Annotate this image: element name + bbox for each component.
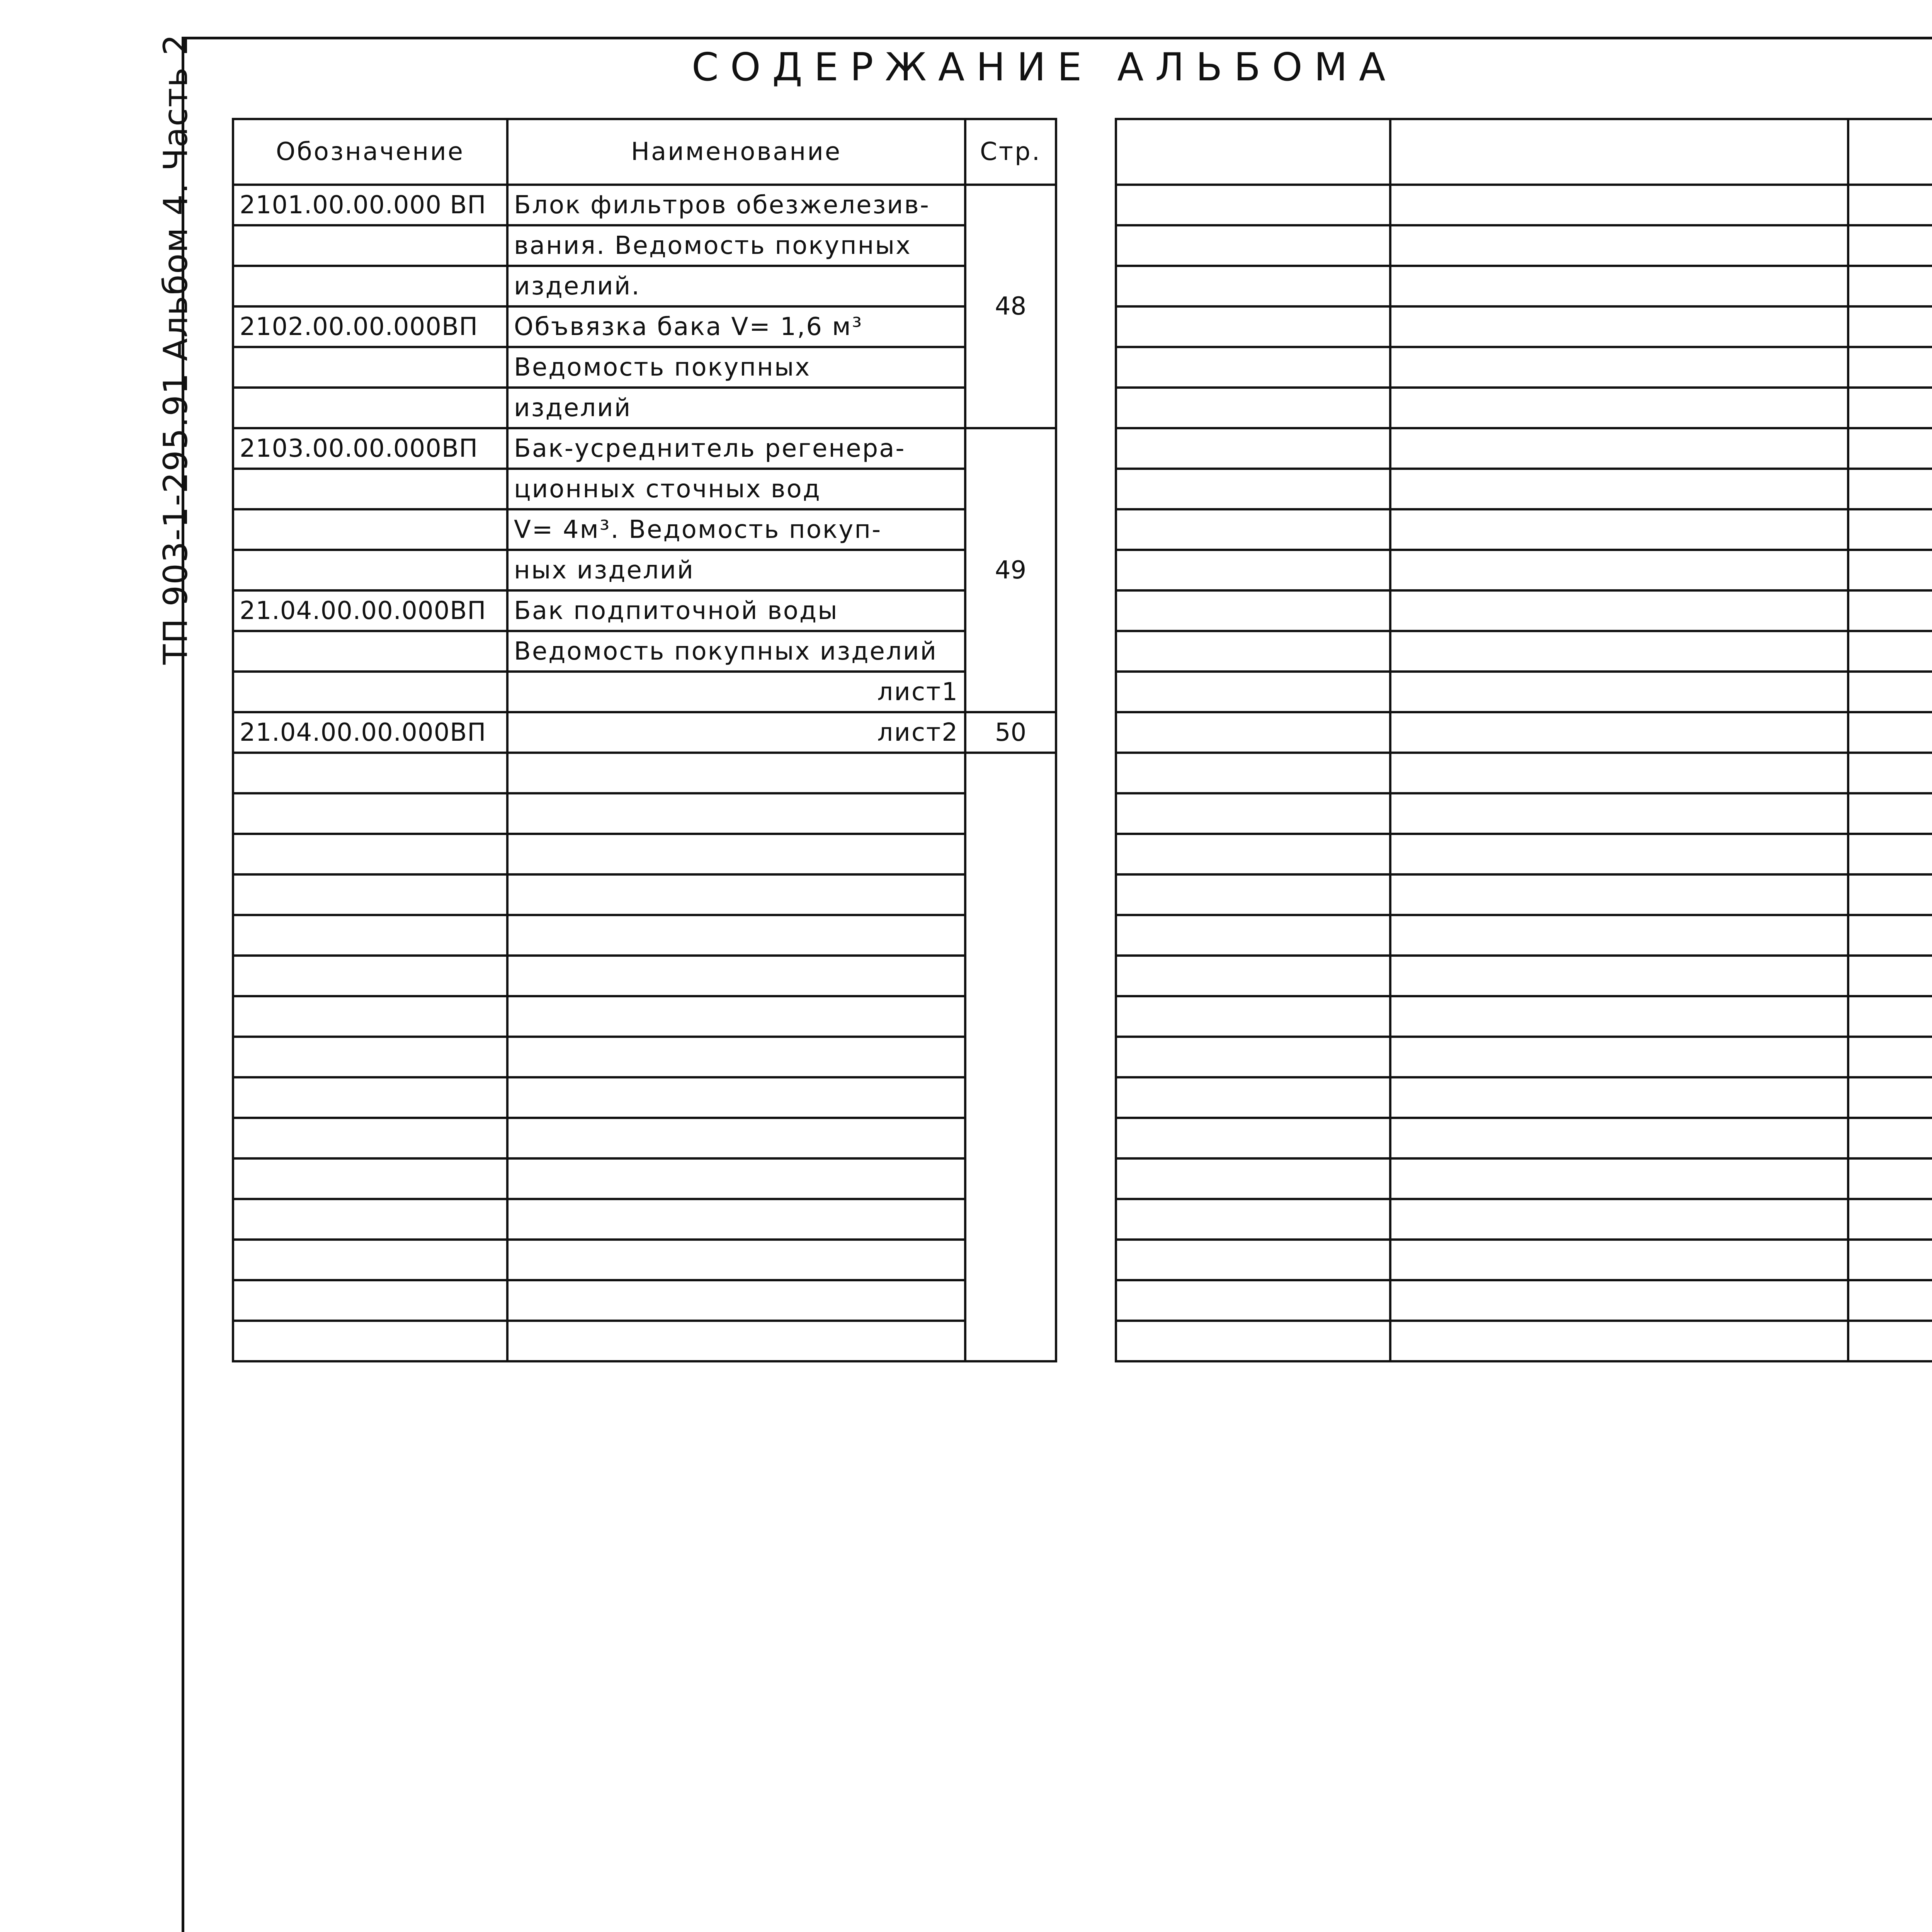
empty-cell — [1848, 550, 1932, 590]
empty-row — [1116, 347, 1932, 388]
row-name: ционных сточных вод — [507, 469, 965, 509]
contents-table — [232, 118, 1057, 1362]
empty-cell — [1848, 388, 1932, 428]
empty-cell — [507, 1280, 965, 1321]
row-name: Ведомость покупных изделий — [507, 631, 965, 672]
row-name: лист2 — [507, 712, 965, 753]
empty-cell — [1116, 306, 1390, 347]
empty-cell — [233, 1321, 507, 1361]
empty-row — [1116, 712, 1932, 753]
empty-cell — [1848, 956, 1932, 996]
empty-cell — [1848, 1240, 1932, 1280]
empty-cell — [1848, 469, 1932, 509]
empty-cell — [1390, 631, 1848, 672]
row-code — [233, 550, 507, 590]
empty-cell — [1390, 1199, 1848, 1240]
empty-row — [1116, 185, 1932, 225]
empty-row — [233, 1118, 1056, 1158]
empty-row — [233, 956, 1056, 996]
row-code — [233, 509, 507, 550]
empty-cell — [507, 915, 965, 956]
empty-row — [1116, 509, 1932, 550]
empty-row — [1116, 1077, 1932, 1118]
table-row — [233, 631, 1056, 672]
empty-cell — [965, 753, 1056, 1361]
empty-cell — [1116, 185, 1390, 225]
empty-cell — [1848, 1077, 1932, 1118]
empty-cell — [233, 1037, 507, 1077]
empty-cell — [1848, 1199, 1932, 1240]
row-name: Блок фильтров обезжелезив- — [507, 185, 965, 225]
empty-cell — [507, 1240, 965, 1280]
empty-cell — [1116, 428, 1390, 469]
contents-table-continued — [1115, 118, 1932, 1362]
table-row — [233, 306, 1056, 347]
empty-cell — [1390, 1158, 1848, 1199]
empty-cell — [1848, 306, 1932, 347]
empty-cell — [1390, 996, 1848, 1037]
row-code — [233, 631, 507, 672]
empty-cell — [1116, 1280, 1390, 1321]
empty-row — [1116, 793, 1932, 834]
row-code: 21.04.00.00.000ВП — [233, 590, 507, 631]
table-header-row — [1116, 119, 1932, 185]
row-code — [233, 388, 507, 428]
empty-row — [233, 1037, 1056, 1077]
row-code — [233, 469, 507, 509]
empty-row — [233, 1158, 1056, 1199]
empty-cell — [1116, 1158, 1390, 1199]
empty-row — [1116, 1118, 1932, 1158]
empty-row — [1116, 1158, 1932, 1199]
empty-cell — [1848, 753, 1932, 793]
row-name: ных изделий — [507, 550, 965, 590]
empty-row — [1116, 306, 1932, 347]
empty-cell — [1116, 1199, 1390, 1240]
empty-cell — [233, 874, 507, 915]
empty-cell — [1390, 266, 1848, 306]
empty-cell — [1116, 834, 1390, 874]
table-header-row — [233, 119, 1056, 185]
empty-cell — [1390, 185, 1848, 225]
empty-cell — [1390, 388, 1848, 428]
row-page: 50 — [965, 712, 1056, 753]
empty-row — [233, 1077, 1056, 1118]
row-page: 49 — [965, 428, 1056, 712]
empty-cell — [507, 753, 965, 793]
header-empty — [1116, 119, 1390, 185]
empty-cell — [1390, 1240, 1848, 1280]
row-name: изделий. — [507, 266, 965, 306]
empty-cell — [1390, 1037, 1848, 1077]
empty-cell — [1390, 712, 1848, 753]
empty-cell — [1848, 996, 1932, 1037]
empty-cell — [1116, 1118, 1390, 1158]
empty-cell — [1848, 1037, 1932, 1077]
empty-cell — [1116, 266, 1390, 306]
empty-row — [1116, 590, 1932, 631]
empty-cell — [233, 996, 507, 1037]
empty-cell — [1116, 1037, 1390, 1077]
table-row — [233, 388, 1056, 428]
row-code: 2101.00.00.000 ВП — [233, 185, 507, 225]
empty-cell — [1848, 266, 1932, 306]
empty-cell — [1116, 915, 1390, 956]
empty-cell — [507, 874, 965, 915]
empty-cell — [1116, 469, 1390, 509]
empty-cell — [507, 793, 965, 834]
empty-row — [1116, 1321, 1932, 1361]
empty-cell — [1116, 956, 1390, 996]
empty-cell — [1848, 185, 1932, 225]
empty-cell — [1390, 956, 1848, 996]
empty-cell — [1848, 793, 1932, 834]
empty-cell — [507, 1037, 965, 1077]
row-code — [233, 347, 507, 388]
empty-cell — [233, 793, 507, 834]
empty-row — [233, 1240, 1056, 1280]
table-row — [233, 185, 1056, 225]
empty-row — [1116, 469, 1932, 509]
table-row — [233, 550, 1056, 590]
empty-cell — [233, 1280, 507, 1321]
empty-cell — [1848, 509, 1932, 550]
empty-cell — [1116, 1321, 1390, 1361]
empty-cell — [1116, 1077, 1390, 1118]
empty-row — [1116, 996, 1932, 1037]
empty-row — [1116, 874, 1932, 915]
empty-cell — [1848, 874, 1932, 915]
empty-cell — [233, 1118, 507, 1158]
empty-cell — [507, 956, 965, 996]
header-empty — [1390, 119, 1848, 185]
empty-row — [1116, 550, 1932, 590]
empty-cell — [1116, 672, 1390, 712]
empty-row — [1116, 956, 1932, 996]
empty-cell — [233, 1199, 507, 1240]
empty-cell — [1390, 225, 1848, 266]
empty-cell — [1116, 996, 1390, 1037]
empty-cell — [1390, 1118, 1848, 1158]
empty-row — [1116, 1037, 1932, 1077]
empty-cell — [1390, 1077, 1848, 1118]
empty-cell — [1390, 590, 1848, 631]
row-name: лист1 — [507, 672, 965, 712]
empty-cell — [1848, 590, 1932, 631]
row-name: Бак-усреднитель регенера- — [507, 428, 965, 469]
empty-cell — [233, 915, 507, 956]
empty-row — [1116, 1280, 1932, 1321]
empty-cell — [1390, 469, 1848, 509]
empty-row — [1116, 753, 1932, 793]
empty-cell — [1390, 793, 1848, 834]
empty-cell — [233, 1240, 507, 1280]
empty-cell — [1848, 1158, 1932, 1199]
empty-cell — [1390, 834, 1848, 874]
empty-cell — [1390, 306, 1848, 347]
header-name: Наименование — [507, 119, 965, 185]
empty-cell — [507, 996, 965, 1037]
row-code: 21.04.00.00.000ВП — [233, 712, 507, 753]
empty-cell — [1116, 225, 1390, 266]
empty-cell — [1848, 1118, 1932, 1158]
table-row — [233, 225, 1056, 266]
empty-cell — [1390, 672, 1848, 712]
row-code: 2103.00.00.000ВП — [233, 428, 507, 469]
empty-cell — [1116, 874, 1390, 915]
empty-cell — [1848, 712, 1932, 753]
empty-row — [1116, 834, 1932, 874]
empty-row — [1116, 266, 1932, 306]
empty-row — [1116, 1240, 1932, 1280]
empty-row — [233, 996, 1056, 1037]
table-row — [233, 590, 1056, 631]
empty-cell — [1848, 834, 1932, 874]
row-name: V= 4м³. Ведомость покуп- — [507, 509, 965, 550]
empty-cell — [507, 1158, 965, 1199]
empty-cell — [233, 834, 507, 874]
empty-cell — [233, 1158, 507, 1199]
empty-row — [1116, 225, 1932, 266]
row-name: изделий — [507, 388, 965, 428]
header-page: Стр. — [965, 119, 1056, 185]
table-row — [233, 469, 1056, 509]
empty-cell — [1390, 915, 1848, 956]
empty-cell — [1390, 753, 1848, 793]
empty-cell — [1390, 1321, 1848, 1361]
empty-cell — [507, 1077, 965, 1118]
row-code — [233, 266, 507, 306]
row-name: вания. Ведомость покупных — [507, 225, 965, 266]
empty-cell — [233, 956, 507, 996]
empty-cell — [1848, 1280, 1932, 1321]
empty-row — [233, 874, 1056, 915]
empty-cell — [1390, 1280, 1848, 1321]
empty-cell — [233, 753, 507, 793]
row-code — [233, 672, 507, 712]
empty-cell — [1390, 428, 1848, 469]
empty-cell — [1848, 915, 1932, 956]
empty-cell — [1116, 1240, 1390, 1280]
row-name: Ведомость покупных — [507, 347, 965, 388]
table-row — [233, 712, 1056, 753]
empty-cell — [1848, 672, 1932, 712]
empty-row — [233, 1321, 1056, 1361]
empty-row — [233, 915, 1056, 956]
empty-cell — [1116, 712, 1390, 753]
page-title: СОДЕРЖАНИЕ АЛЬБОМА — [692, 44, 1397, 90]
empty-row — [1116, 1199, 1932, 1240]
empty-cell — [507, 834, 965, 874]
empty-cell — [1390, 509, 1848, 550]
empty-cell — [1116, 631, 1390, 672]
empty-cell — [1116, 753, 1390, 793]
empty-cell — [1116, 793, 1390, 834]
empty-row — [1116, 672, 1932, 712]
empty-cell — [1848, 347, 1932, 388]
row-name: Объвязка бака V= 1,6 м³ — [507, 306, 965, 347]
header-empty — [1848, 119, 1932, 185]
row-page: 48 — [965, 185, 1056, 428]
table-row — [233, 347, 1056, 388]
empty-row — [1116, 631, 1932, 672]
empty-cell — [1390, 874, 1848, 915]
empty-cell — [507, 1199, 965, 1240]
empty-row — [233, 753, 1056, 793]
empty-row — [233, 1199, 1056, 1240]
table-row — [233, 428, 1056, 469]
empty-cell — [1390, 550, 1848, 590]
empty-row — [233, 793, 1056, 834]
empty-row — [1116, 915, 1932, 956]
empty-row — [233, 834, 1056, 874]
table-row — [233, 266, 1056, 306]
empty-cell — [1390, 347, 1848, 388]
empty-cell — [233, 1077, 507, 1118]
empty-cell — [1116, 550, 1390, 590]
empty-row — [1116, 388, 1932, 428]
empty-cell — [1116, 388, 1390, 428]
row-code: 2102.00.00.000ВП — [233, 306, 507, 347]
empty-cell — [1848, 1321, 1932, 1361]
row-name: Бак подпиточной воды — [507, 590, 965, 631]
header-designation: Обозначение — [233, 119, 507, 185]
empty-cell — [507, 1321, 965, 1361]
empty-rows — [1116, 185, 1932, 1361]
empty-rows — [233, 753, 1056, 1361]
empty-cell — [1848, 631, 1932, 672]
row-code — [233, 225, 507, 266]
side-stamp: ТП 903-1-295.91 Альбом 4. Часть 2 — [156, 33, 195, 665]
table-row — [233, 672, 1056, 712]
empty-row — [233, 1280, 1056, 1321]
empty-row — [1116, 428, 1932, 469]
empty-cell — [1116, 509, 1390, 550]
empty-cell — [507, 1118, 965, 1158]
empty-cell — [1848, 225, 1932, 266]
empty-cell — [1116, 590, 1390, 631]
empty-cell — [1116, 347, 1390, 388]
table-row — [233, 509, 1056, 550]
empty-cell — [1848, 428, 1932, 469]
